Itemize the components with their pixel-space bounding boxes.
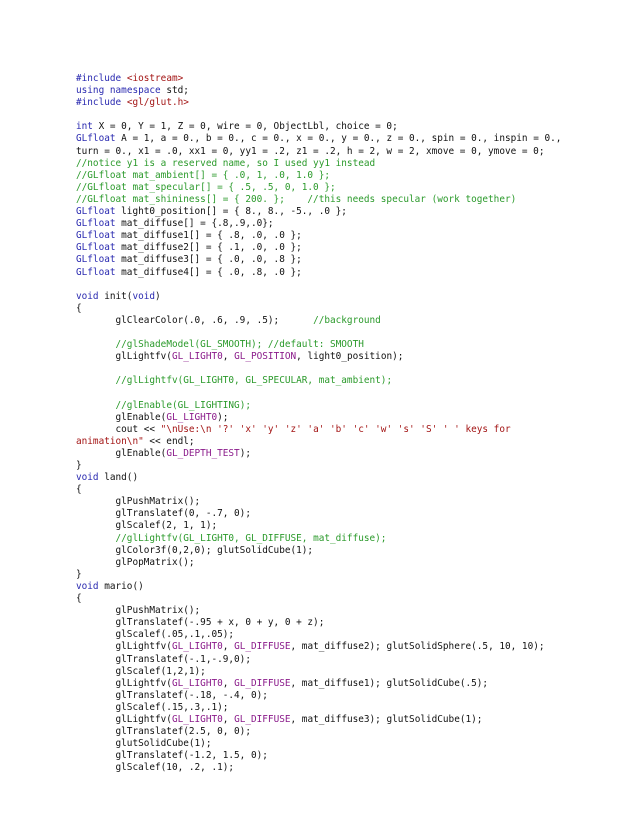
code-line: [76, 109, 624, 121]
code-line: glPushMatrix();: [76, 496, 201, 508]
code-line: glEnable(GL_DEPTH_TEST);: [76, 447, 251, 459]
code-line: glLightfv(GL_LIGHT0, GL_DIFFUSE, mat_diffuse1); glutSolidCube(.5);: [76, 677, 489, 689]
code-line: animation\n" << endl;: [76, 435, 195, 447]
code-line: //GLfloat mat_shininess[] = { 200. }; //this needs specular (work together): [76, 193, 517, 205]
code-line: //glLightfv(GL_LIGHT0, GL_DIFFUSE, mat_diffuse);: [115, 532, 387, 544]
code-document: [76, 73, 624, 774]
code-line: glScalef(1,2,1);: [76, 665, 206, 677]
code-line: glScalef(.15,.3,.1);: [76, 701, 229, 713]
code-line: glLightfv(GL_LIGHT0, GL_DIFFUSE, mat_diffuse2); glutSolidSphere(.5, 10, 10);: [76, 641, 545, 653]
code-line: glColor3f(0,2,0); glutSolidCube(1);: [76, 544, 314, 556]
code-line: cout << "\nUse:\n '?' 'x' 'y' 'z' 'a' 'b' 'c' 'w' 's' 'S' ' ' keys for: [76, 423, 511, 435]
code-line: glScalef(10, .2, .1);: [76, 762, 235, 774]
code-line: glTranslatef(-.95 + x, 0 + y, 0 + z);: [76, 617, 325, 629]
code-line: int X = 0, Y = 1, Z = 0, wire = 0, ObjectLbl, choice = 0;: [76, 121, 398, 133]
code-line: glTranslatef(-.18, -.4, 0);: [76, 689, 268, 701]
code-line: //notice y1 is a reserved name, so I used yy1 instead: [76, 157, 376, 169]
code-line: void mario(): [76, 580, 144, 592]
code-line: //GLfloat mat_specular[] = { .5, .5, 0, 1.0 };: [76, 181, 336, 193]
code-line: {: [76, 593, 82, 605]
code-line: void land(): [76, 472, 139, 484]
code-line: [76, 363, 624, 375]
code-line: [76, 387, 624, 399]
code-line: glTranslatef(2.5, 0, 0);: [76, 726, 251, 738]
code-line: glPopMatrix();: [76, 556, 195, 568]
code-line: turn = 0., x1 = .0, xx1 = 0, yy1 = .2, z1 = .2, h = 2, w = 2, xmove = 0, ymove = 0;: [76, 145, 545, 157]
code-line: glTranslatef(-.1,-.9,0);: [76, 653, 251, 665]
code-line: //glLightfv(GL_LIGHT0, GL_SPECULAR, mat_ambient);: [115, 375, 393, 387]
code-line: glScalef(.05,.1,.05);: [76, 629, 235, 641]
code-line: glTranslatef(0, -.7, 0);: [76, 508, 251, 520]
code-line: #include <iostream>: [76, 73, 184, 84]
code-line: }: [76, 568, 82, 580]
code-line: {: [76, 302, 82, 314]
code-line: using namespace std;: [76, 85, 189, 97]
code-line: glutSolidCube(1);: [76, 738, 212, 750]
code-line: #include <gl/glut.h>: [76, 97, 189, 109]
code-line: //glShadeModel(GL_SMOOTH); //default: SMOOTH: [115, 339, 364, 351]
code-line: GLfloat mat_diffuse4[] = { .0, .8, .0 };: [76, 266, 302, 278]
code-line: [76, 327, 624, 339]
code-line: glTranslatef(-1.2, 1.5, 0);: [76, 750, 268, 762]
code-line: //glEnable(GL_LIGHTING);: [115, 399, 251, 411]
code-line: GLfloat mat_diffuse1[] = { .8, .0, .0 };: [76, 230, 302, 242]
code-line: glEnable(GL_LIGHT0);: [76, 411, 229, 423]
code-line: GLfloat mat_diffuse2[] = { .1, .0, .0 };: [76, 242, 302, 254]
code-line: GLfloat mat_diffuse[] = {.8,.9,.0};: [76, 218, 274, 230]
code-line: {: [76, 484, 82, 496]
code-line: }: [76, 460, 82, 471]
code-line: GLfloat mat_diffuse3[] = { .0, .0, .8 };: [76, 254, 302, 266]
code-line: GLfloat light0_position[] = { 8., 8., -5., .0 };: [76, 206, 347, 218]
code-line: glLightfv(GL_LIGHT0, GL_DIFFUSE, mat_diffuse3); glutSolidCube(1);: [76, 713, 483, 725]
code-line: void init(void): [76, 290, 161, 302]
code-line: glScalef(2, 1, 1);: [76, 520, 218, 532]
code-line: glPushMatrix();: [76, 605, 201, 617]
code-line: //GLfloat mat_ambient[] = { .0, 1, .0, 1.0 };: [76, 169, 330, 181]
code-line: glLightfv(GL_LIGHT0, GL_POSITION, light0_position);: [76, 351, 404, 363]
code-line: GLfloat A = 1, a = 0., b = 0., c = 0., x = 0., y = 0., z = 0., spin = 0., inspin = 0.,: [76, 133, 562, 145]
code-line: glClearColor(.0, .6, .9, .5); //background: [76, 314, 381, 326]
code-line: [76, 279, 624, 291]
